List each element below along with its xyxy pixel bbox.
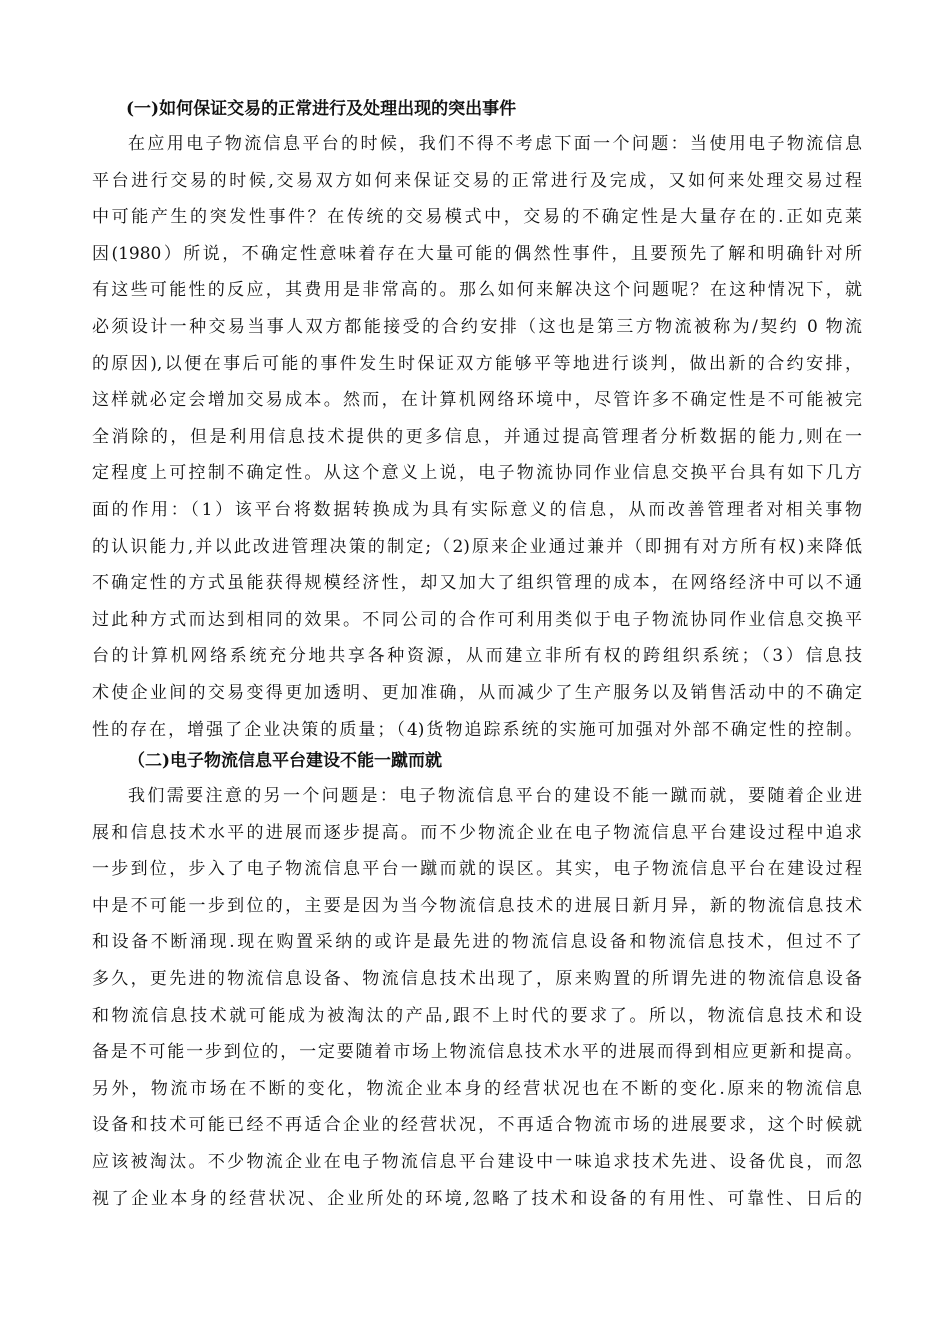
section-paragraph-2 <box>92 778 862 1217</box>
text-line: 一步到位，步入了电子物流信息平台一蹴而就的误区。其实，电子物流信息平台在建设过程 <box>92 859 862 880</box>
text-line: 设备和技术可能已经不再适合企业的经营状况，不再适合物流市场的进展要求，这个时候就 <box>92 1115 862 1136</box>
document-page <box>92 96 862 1217</box>
text-line: 另外，物流市场在不断的变化，物流企业本身的经营状况也在不断的变化.原来的物流信息 <box>92 1078 862 1099</box>
text-line: 我们需要注意的另一个问题是：电子物流信息平台的建设不能一蹴而就，要随着企业进 <box>128 786 862 807</box>
text-line: 视了企业本身的经营状况、企业所处的环境,忽略了技术和设备的有用性、可靠性、日后的 <box>92 1188 862 1209</box>
text-line: 的原因),以便在事后可能的事件发生时保证双方能够平等地进行谈判，做出新的合约安排， <box>92 353 862 374</box>
text-line: 这样就必定会增加交易成本。然而，在计算机网络环境中，尽管许多不确定性是不可能被完 <box>92 390 862 411</box>
text-line: 定程度上可控制不确定性。从这个意义上说，电子物流协同作业信息交换平台具有如下几方 <box>92 463 862 484</box>
text-line: 因(1980）所说，不确定性意味着存在大量可能的偶然性事件，且要预先了解和明确针对所 <box>92 243 862 264</box>
text-line: 备是不可能一步到位的，一定要随着市场上物流信息技术水平的进展而得到相应更新和提高。 <box>92 1042 862 1063</box>
text-line: 全消除的，但是利用信息技术提供的更多信息，并通过提高管理者分析数据的能力,则在一 <box>92 426 862 447</box>
text-line: 平台进行交易的时候,交易双方如何来保证交易的正常进行及完成，又如何来处理交易过程 <box>92 170 862 191</box>
text-line: 和物流信息技术就可能成为被淘汰的产品,跟不上时代的要求了。所以，物流信息技术和设 <box>92 1005 862 1026</box>
text-line: 台的计算机网络系统充分地共享各种资源，从而建立非所有权的跨组织系统；（3）信息技 <box>92 646 862 667</box>
text-line: 中是不可能一步到位的，主要是因为当今物流信息技术的进展日新月异，新的物流信息技术 <box>92 895 862 916</box>
text-line: 在应用电子物流信息平台的时候，我们不得不考虑下面一个问题：当使用电子物流信息 <box>128 134 862 154</box>
section-paragraph-1 <box>92 126 862 748</box>
section-heading-1: (一)如何保证交易的正常进行及处理出现的突出事件 <box>126 99 517 119</box>
text-line: 和设备不断涌现.现在购置采纳的或许是最先进的物流信息设备和物流信息技术，但过不了 <box>92 932 862 953</box>
text-line: 的认识能力,并以此改进管理决策的制定;（2)原来企业通过兼并（即拥有对方所有权)来降低 <box>92 536 862 557</box>
text-line: 应该被淘汰。不少物流企业在电子物流信息平台建设中一味追求技术先进、设备优良，而忽 <box>92 1152 862 1173</box>
text-line: 性的存在，增强了企业决策的质量；（4)货物追踪系统的实施可加强对外部不确定性的控制。 <box>92 719 862 740</box>
text-line: 展和信息技术水平的进展而逐步提高。而不少物流企业在电子物流信息平台建设过程中追求 <box>92 822 862 843</box>
text-line: 面的作用：（1）该平台将数据转换成为具有实际意义的信息，从而改善管理者对相关事物 <box>92 499 862 520</box>
text-line: 中可能产生的突发性事件？在传统的交易模式中，交易的不确定性是大量存在的.正如克莱 <box>92 207 862 228</box>
text-line: 有这些可能性的反应，其费用是非常高的。那么如何来解决这个问题呢？在这种情况下，就 <box>92 280 862 301</box>
text-line: 必须设计一种交易当事人双方都能接受的合约安排（这也是第三方物流被称为/契约 0 物流 <box>92 316 862 337</box>
text-line: 过此种方式而达到相同的效果。不同公司的合作可利用类似于电子物流协同作业信息交换平 <box>92 609 862 630</box>
text-line: 多久，更先进的物流信息设备、物流信息技术出现了，原来购置的所谓先进的物流信息设备 <box>92 969 862 990</box>
text-line: 不确定性的方式虽能获得规模经济性，却又加大了组织管理的成本，在网络经济中可以不通 <box>92 573 862 594</box>
text-line: 术使企业间的交易变得更加透明、更加准确，从而减少了生产服务以及销售活动中的不确定 <box>92 682 862 703</box>
section-heading-2: （二)电子物流信息平台建设不能一蹴而就 <box>128 751 443 772</box>
